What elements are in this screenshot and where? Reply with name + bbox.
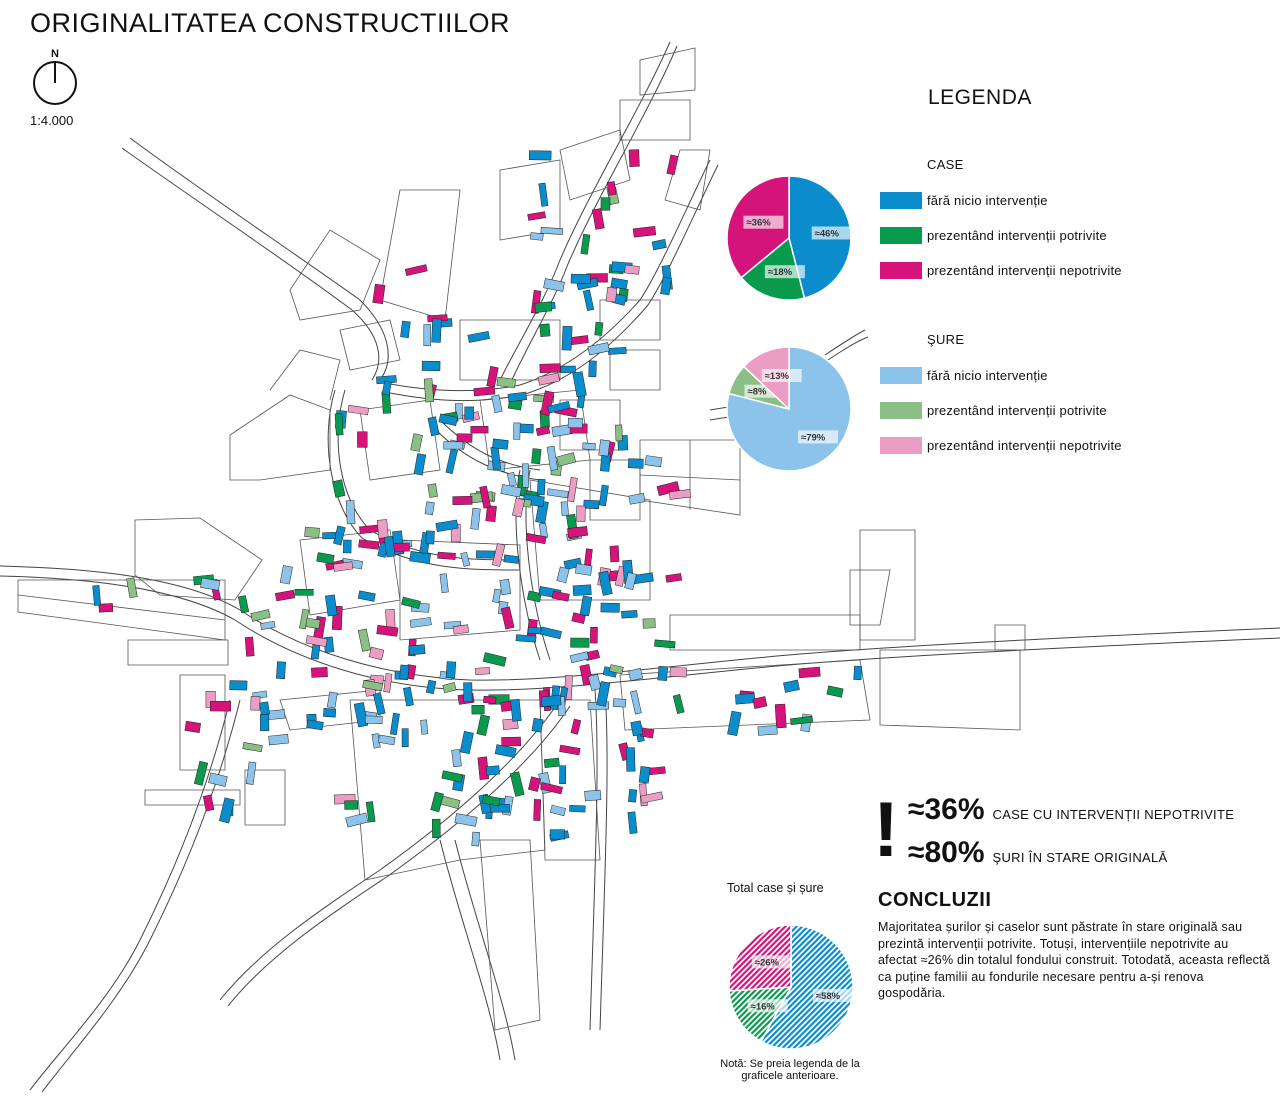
building	[639, 766, 650, 783]
conclusion-text: Majoritatea șurilor și caselor sunt păstrate în stare originală sau prezintă intervenții potrivite. Totuși, intervențiile nepotrivite au afectat ≈26% din totalul fondului construit. Totodată, aceasta reflectă ca puține familii au fondurile necesare pentru a-și renova gospodăria.	[878, 920, 1270, 1000]
legend-barns-title: ŞURE	[927, 332, 965, 347]
building	[390, 713, 399, 735]
svg-text:≈8%: ≈8%	[747, 386, 767, 398]
building	[359, 540, 380, 550]
building	[311, 667, 327, 677]
building	[536, 426, 550, 436]
building	[583, 290, 594, 311]
building	[446, 662, 456, 679]
svg-text:≈58%: ≈58%	[815, 990, 841, 1002]
building	[550, 830, 565, 840]
building	[335, 413, 343, 435]
building	[508, 392, 527, 402]
building	[442, 771, 463, 783]
building	[522, 464, 529, 488]
building	[424, 325, 431, 346]
legend-item	[880, 226, 1122, 244]
building	[246, 762, 256, 785]
svg-text:≈26%: ≈26%	[754, 957, 780, 969]
building	[384, 673, 392, 692]
building	[402, 729, 408, 747]
building	[432, 319, 442, 343]
building	[455, 813, 477, 826]
building	[93, 585, 101, 605]
building	[393, 543, 409, 551]
building	[323, 532, 336, 539]
legend-swatch	[880, 437, 922, 454]
legend-barns	[880, 366, 1122, 454]
building	[588, 343, 610, 355]
building	[269, 734, 289, 745]
building	[540, 364, 561, 373]
building	[547, 446, 558, 470]
building	[628, 459, 643, 469]
building	[510, 772, 524, 797]
building	[628, 789, 637, 802]
building	[487, 366, 499, 387]
building	[570, 652, 589, 663]
building	[538, 373, 560, 386]
building	[571, 638, 590, 647]
building	[514, 423, 521, 440]
pie-label	[765, 265, 805, 278]
building	[369, 647, 384, 660]
building	[673, 694, 684, 713]
building	[735, 693, 755, 704]
building	[424, 379, 434, 403]
building	[343, 540, 351, 553]
building	[507, 472, 516, 486]
building	[727, 711, 741, 736]
building	[539, 183, 548, 206]
building	[185, 721, 201, 732]
building	[243, 742, 263, 751]
building	[540, 324, 550, 337]
building	[567, 477, 577, 501]
building	[601, 603, 620, 612]
stat-houses	[908, 795, 1234, 830]
building	[531, 449, 541, 464]
building	[460, 731, 473, 753]
building	[453, 496, 472, 504]
legend-item	[880, 401, 1122, 419]
building	[613, 699, 626, 708]
building	[203, 795, 214, 811]
building	[346, 813, 368, 827]
building	[585, 790, 602, 801]
building	[608, 347, 626, 354]
legend-houses-title: CASE	[927, 157, 964, 172]
building	[425, 502, 434, 515]
building	[568, 418, 582, 428]
building	[626, 748, 635, 772]
building	[127, 578, 138, 598]
building	[358, 629, 370, 652]
pie-label	[798, 430, 838, 443]
building	[643, 619, 655, 629]
building	[629, 150, 639, 167]
building	[500, 579, 511, 595]
building	[528, 777, 540, 792]
building	[854, 666, 862, 680]
legend-item	[880, 191, 1122, 209]
building	[444, 442, 463, 449]
legend-swatch	[880, 262, 922, 279]
building	[475, 667, 489, 675]
north-arrow	[30, 48, 80, 105]
building	[827, 686, 843, 697]
building	[601, 198, 610, 211]
chart-note: Notă: Se preia legenda de la graficele anterioare.	[720, 1058, 860, 1082]
building	[307, 720, 324, 730]
building	[590, 627, 597, 643]
building	[452, 749, 462, 766]
building	[275, 590, 294, 601]
building	[758, 725, 777, 735]
building	[346, 501, 355, 524]
total-chart-title: Total case și șure	[727, 881, 824, 895]
pie-chart-total	[726, 922, 856, 1052]
building	[502, 737, 521, 746]
building	[464, 683, 473, 702]
building	[541, 227, 563, 234]
building	[557, 453, 576, 467]
building	[327, 692, 337, 708]
building	[775, 704, 786, 728]
building	[373, 693, 385, 715]
svg-text:≈16%: ≈16%	[750, 1001, 775, 1013]
building	[405, 265, 427, 276]
building	[260, 714, 269, 730]
building	[305, 527, 320, 537]
north-label: N	[51, 48, 59, 60]
building	[345, 801, 358, 810]
stat-text: CASE CU INTERVENȚII NEPOTRIVITE	[992, 807, 1235, 822]
building	[534, 799, 541, 820]
building	[584, 549, 592, 566]
map-scale: 1:4.000	[30, 113, 74, 128]
building	[428, 417, 439, 436]
building	[584, 500, 599, 509]
building	[611, 278, 628, 289]
pie-label	[812, 226, 852, 239]
building	[557, 567, 570, 583]
building	[295, 589, 313, 595]
building	[306, 618, 321, 629]
building	[486, 766, 499, 776]
building	[629, 493, 645, 504]
building	[532, 718, 543, 732]
building	[260, 621, 275, 630]
building	[576, 506, 585, 522]
building	[443, 682, 457, 692]
building	[365, 716, 382, 724]
building	[409, 645, 425, 655]
building	[667, 155, 678, 175]
building	[621, 610, 637, 618]
building	[512, 498, 524, 517]
building	[472, 705, 484, 714]
building	[550, 805, 566, 816]
building	[645, 456, 662, 467]
building	[580, 596, 592, 616]
building	[561, 502, 569, 516]
building	[251, 696, 260, 710]
pie-chart-houses	[724, 173, 854, 303]
building	[573, 585, 591, 596]
building	[492, 395, 503, 413]
building	[589, 361, 597, 377]
building	[468, 331, 490, 342]
building	[559, 766, 565, 784]
svg-text:≈13%: ≈13%	[764, 370, 789, 382]
building	[606, 287, 617, 302]
building	[230, 681, 247, 691]
pie-label	[743, 216, 783, 229]
page-title: ORIGINALITATEA CONSTRUCTIILOR	[30, 8, 511, 38]
building	[652, 239, 666, 250]
building	[561, 366, 576, 373]
building	[567, 526, 587, 537]
building	[332, 480, 345, 498]
legend-swatch	[880, 192, 922, 209]
building	[421, 720, 428, 735]
building	[377, 519, 388, 538]
building	[528, 212, 546, 221]
building	[599, 440, 610, 456]
building	[573, 371, 587, 396]
building	[317, 553, 335, 564]
legend-swatch	[880, 227, 922, 244]
building	[610, 546, 619, 562]
building	[599, 485, 608, 506]
pie-label	[762, 369, 802, 382]
building	[311, 644, 320, 659]
building	[267, 710, 285, 720]
building	[516, 635, 536, 643]
exclamation-icon: !	[873, 785, 899, 873]
building	[544, 758, 559, 768]
building	[631, 721, 643, 736]
building	[403, 687, 413, 706]
building	[628, 668, 642, 681]
building	[575, 564, 592, 576]
building	[280, 565, 292, 584]
building	[348, 405, 369, 415]
building	[465, 407, 474, 419]
legend-label: prezentând intervenții potrivite	[927, 402, 1107, 418]
legend-item	[880, 261, 1122, 279]
building	[422, 361, 440, 371]
stat-barns	[908, 838, 1167, 873]
building	[426, 680, 436, 694]
building	[411, 434, 423, 452]
stat-value: ≈36%	[908, 793, 985, 826]
svg-text:≈18%: ≈18%	[767, 267, 793, 279]
building	[615, 425, 622, 441]
building	[588, 674, 601, 690]
building	[208, 773, 227, 787]
building	[493, 589, 502, 603]
building	[432, 819, 440, 838]
svg-text:≈36%: ≈36%	[746, 217, 771, 229]
building	[461, 552, 470, 566]
building	[472, 832, 480, 846]
building	[483, 653, 506, 667]
building	[581, 234, 590, 254]
building	[607, 181, 616, 195]
legend-swatch	[880, 367, 922, 384]
pie-chart-barns	[724, 344, 854, 474]
legend-label: prezentând intervenții potrivite	[927, 227, 1107, 243]
building	[476, 551, 495, 558]
building	[276, 662, 285, 679]
building	[323, 708, 336, 717]
legend-title: LEGENDA	[928, 86, 1032, 109]
pie-label	[748, 999, 788, 1012]
building	[410, 617, 431, 627]
svg-text:≈46%: ≈46%	[814, 228, 839, 240]
legend-item	[880, 436, 1122, 454]
building	[474, 387, 495, 396]
legend-item	[880, 366, 1122, 384]
building	[440, 796, 460, 809]
building	[440, 574, 449, 593]
building	[483, 696, 496, 704]
building	[219, 798, 234, 823]
building	[428, 484, 438, 498]
pie-label	[752, 955, 792, 968]
building	[251, 609, 271, 621]
building	[358, 591, 375, 602]
legend-swatch	[880, 402, 922, 419]
building	[359, 525, 380, 534]
building	[511, 699, 522, 721]
building	[649, 767, 666, 775]
compass-icon	[33, 61, 77, 105]
building	[210, 701, 230, 711]
building	[504, 555, 519, 564]
building	[583, 443, 596, 450]
building	[471, 508, 481, 529]
stat-text: ŞURI ÎN STARE ORIGINALĂ	[992, 850, 1168, 865]
building	[492, 439, 508, 450]
building	[569, 805, 585, 812]
building	[537, 479, 545, 495]
building	[799, 667, 820, 678]
legend-label: prezentând intervenții nepotrivite	[927, 262, 1122, 278]
building	[426, 531, 435, 544]
legend-houses	[880, 191, 1122, 279]
building	[306, 636, 327, 647]
building	[438, 552, 456, 560]
building	[541, 695, 561, 707]
building	[633, 226, 656, 237]
building	[400, 665, 409, 680]
building	[783, 680, 799, 693]
building	[628, 812, 637, 834]
building	[457, 434, 472, 443]
building	[547, 489, 568, 498]
building	[325, 595, 337, 616]
building	[431, 792, 444, 812]
building	[670, 667, 687, 677]
building	[477, 715, 490, 736]
parcels	[18, 48, 1025, 1030]
legend-label: fără nicio intervenție	[927, 367, 1048, 383]
building	[562, 326, 572, 350]
stat-value: ≈80%	[908, 836, 985, 869]
legend-label: prezentând intervenții nepotrivite	[927, 437, 1122, 453]
building	[453, 625, 469, 635]
building	[595, 322, 603, 335]
building	[260, 702, 270, 715]
building	[630, 691, 641, 715]
building	[529, 151, 551, 161]
conclusion-title: CONCLUZII	[878, 889, 992, 911]
svg-text:≈79%: ≈79%	[801, 432, 826, 444]
building	[530, 233, 543, 241]
building	[486, 506, 497, 522]
building	[666, 573, 682, 582]
building	[245, 637, 254, 656]
building	[489, 804, 509, 812]
building	[401, 597, 420, 609]
legend-label: fără nicio intervenție	[927, 192, 1048, 208]
building	[501, 607, 514, 629]
building	[535, 302, 552, 313]
building	[378, 735, 395, 745]
building	[495, 745, 516, 758]
building	[357, 432, 367, 448]
building	[571, 274, 590, 283]
building	[559, 745, 580, 755]
pie-label	[813, 989, 853, 1002]
building	[446, 449, 458, 474]
building	[658, 666, 668, 681]
building	[471, 426, 488, 433]
building	[654, 640, 675, 648]
building	[400, 321, 410, 338]
building	[625, 265, 640, 274]
building	[592, 208, 604, 229]
building	[571, 719, 581, 734]
